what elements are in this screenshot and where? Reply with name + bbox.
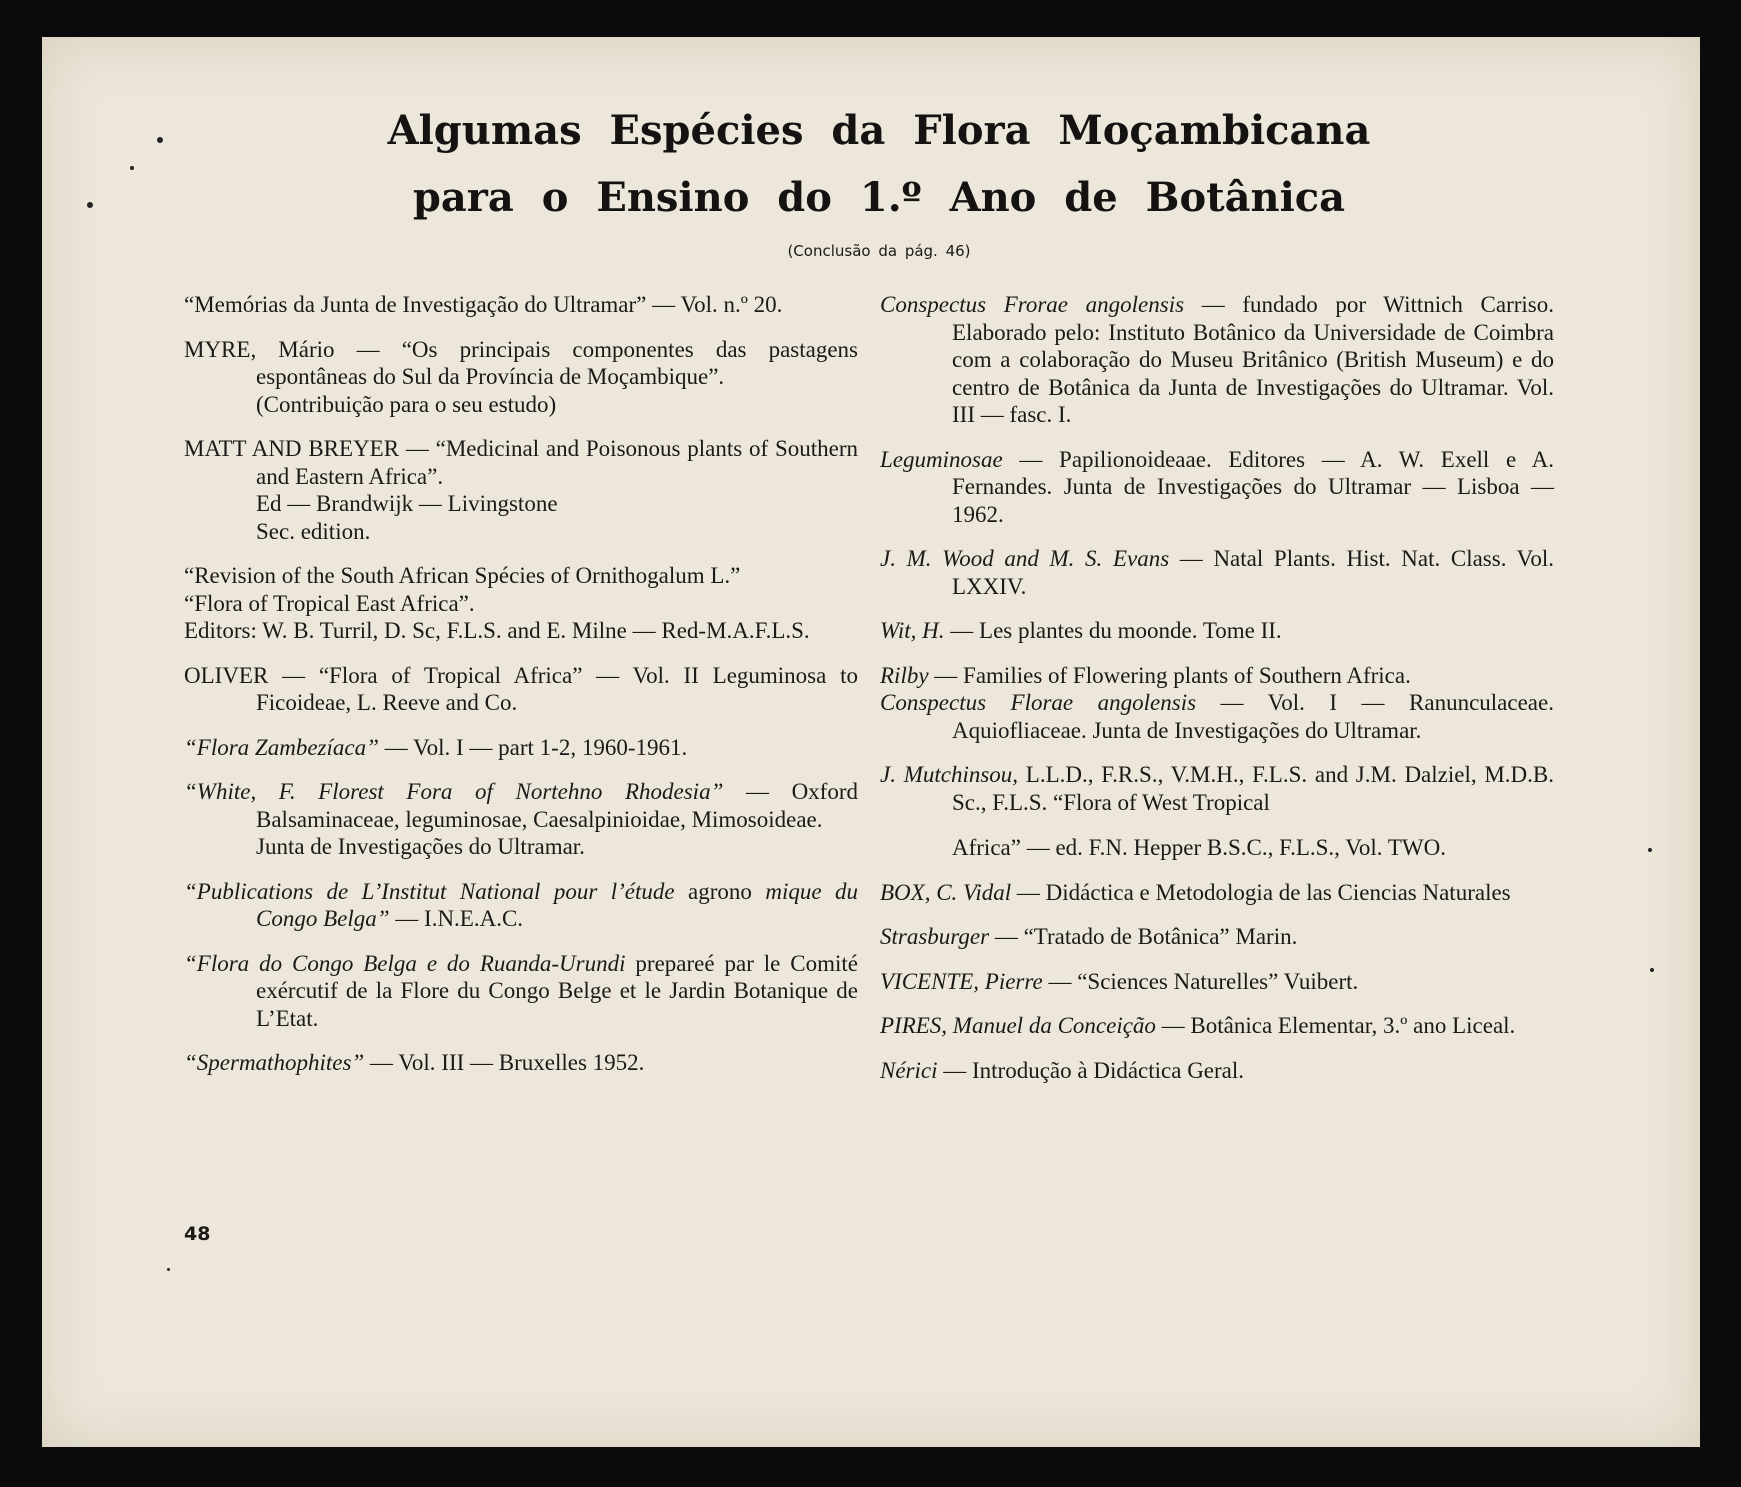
reference-entry: VICENTE, Pierre — “Sciences Naturelles” Vuibert. bbox=[880, 968, 1359, 994]
page-number: 48 bbox=[184, 1223, 211, 1245]
left-column bbox=[184, 291, 858, 1094]
reference-entry: “Flora Zambezíaca” — Vol. I — part 1-2, 1960-1961. bbox=[184, 734, 688, 760]
reference-entry: J. Mutchinsou, L.L.D., F.R.S., V.M.H., F.L.S. and J.M. Dalziel, M.D.B. Sc., F.L.S. “Flora of West Tropical Africa” — ed. F.N. Hepper B.S.C., F.L.S., Vol. TWO. bbox=[880, 762, 1554, 860]
reference-entry: “White, F. Florest Fora of Nortehno Rhodesia” — Oxford Balsaminaceae, leguminosae, Caesalpinioidae, Mimosoideae. Junta de Investigações do Ultramar. bbox=[184, 779, 858, 859]
reference-entry: “Memórias da Junta de Investigação do Ultramar” — Vol. n.º 20. bbox=[184, 292, 783, 317]
reference-entry: Wit, H. — Les plantes du moonde. Tome II. bbox=[880, 618, 1282, 643]
reference-entry: Leguminosae — Papilionoideaae. Editores — A. W. Exell e A. Fernandes. Junta de Investigações do Ultramar — Lisboa — 1962. bbox=[880, 446, 1554, 527]
reference-entry: Nérici — Introdução à Didáctica Geral. bbox=[880, 1057, 1245, 1083]
reference-entry: “Flora do Congo Belga e do Ruanda-Urundi prepareé par le Comité exércutif de la Flore du Congo Belge et le Jardin Botanique de L’Etat. bbox=[184, 950, 858, 1031]
reference-entry: BOX, C. Vidal — Didáctica e Metodologia de las Ciencias Naturales bbox=[880, 879, 1511, 905]
reference-entry: J. M. Wood and M. S. Evans — Natal Plants. Hist. Nat. Class. Vol. LXXIV. bbox=[880, 546, 1554, 599]
continuation-note: (Conclusão da pág. 46) bbox=[787, 242, 971, 260]
reference-entry: “Spermathophites” — Vol. III — Bruxelles 1952. bbox=[184, 1050, 645, 1075]
reference-entry: Rilby — Families of Flowering plants of Southern Africa. Conspectus Florae angolensis — Vol. I — Ranunculaceae. Aquiofliaceae. Junta de Investigações do Ultramar. bbox=[880, 662, 1554, 743]
reference-entry: PIRES, Manuel da Conceição — Botânica Elementar, 3.º ano Liceal. bbox=[880, 1013, 1516, 1038]
article-title-line-1: Algumas Espécies da Flora Moçambicana bbox=[387, 107, 1371, 154]
reference-entry: MYRE, Mário — “Os principais componentes das pastagens espontâneas do Sul da Província de Moçambique”. (Contribuição para o seu estudo) bbox=[184, 336, 858, 417]
article-title-line-2: para o Ensino do 1.º Ano de Botânica bbox=[412, 174, 1346, 221]
paper-speck bbox=[167, 1268, 170, 1271]
reference-entry: Strasburger — “Tratado de Botânica” Marin. bbox=[880, 924, 1298, 949]
reference-entry: MATT AND BREYER — “Medicinal and Poisonous plants of Southern and Eastern Africa”. Ed — Brandwijk — Livingstone Sec. edition. bbox=[184, 436, 858, 544]
reference-entry: Conspectus Frorae angolensis — fundado por Wittnich Carriso. Elaborado pelo: Instituto Botânico da Universidade de Coimbra com a colaboração do Museu Britânico (British Museum) e do centro de Botânica da Junta de Investigações do Ultramar. Vol. III — fasc. I. bbox=[880, 292, 1554, 427]
reference-entry: OLIVER — “Flora of Tropical Africa” — Vol. II Leguminosa to Ficoideae, L. Reeve and Co. bbox=[184, 662, 858, 715]
reference-entry: “Publications de L’Institut National pour l’étude agrono mique du Congo Belga” — I.N.E.A.C. bbox=[184, 878, 858, 931]
paper-speck bbox=[130, 166, 134, 170]
paper-speck bbox=[1650, 968, 1654, 972]
reference-entry: “Revision of the South African Spécies of Ornithogalum L.” “Flora of Tropical East Africa”. Editors: W. B. Turril, D. Sc, F.L.S. and E. Milne — Red-M.A.F.L.S. bbox=[184, 563, 810, 643]
paper-speck bbox=[1648, 848, 1652, 852]
right-column bbox=[880, 291, 1554, 1101]
paper-speck bbox=[87, 202, 93, 208]
paper-speck bbox=[157, 137, 163, 143]
